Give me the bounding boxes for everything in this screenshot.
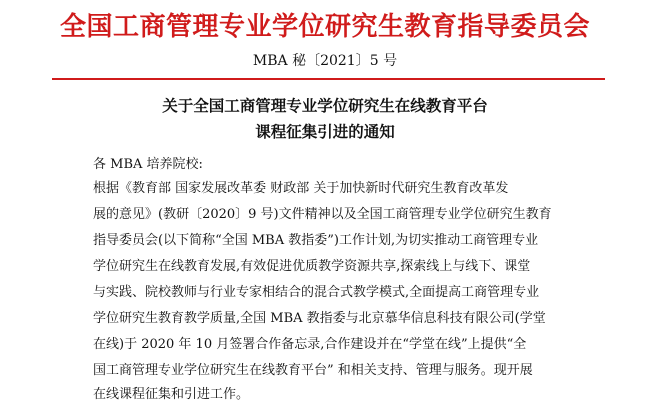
body-line: 学位研究生教育教学质量,全国 MBA 教指委与北京慕华信息科技有限公司(学堂	[93, 311, 546, 326]
red-header-rule	[52, 78, 605, 80]
body-line: 在线课程征集和引进工作。	[93, 387, 250, 402]
body-line: 在线)于 2020 年 10 月签署合作备忘录,合作建设并在“学堂在线”上提供“全	[93, 337, 527, 352]
document-number: MBA 秘〔2021〕5 号	[252, 53, 398, 69]
body-line: 根据《教育部 国家发展改革委 财政部 关于加快新时代研究生教育改革发	[93, 181, 509, 196]
body-line: 国工商管理专业学位研究生在线教育平台” 和相关支持、管理与服务。现开展	[93, 363, 533, 378]
notice-title-line-1: 关于全国工商管理专业学位研究生在线教育平台	[162, 97, 488, 115]
body-line: 指导委员会(以下简称“全国 MBA 教指委”)工作计划,为切实推动工商管理专业	[93, 233, 539, 248]
organization-title: 全国工商管理专业学位研究生教育指导委员会	[59, 12, 590, 42]
body-line: 学位研究生在线教育发展,有效促进优质教学资源共享,探索线上与线下、课堂	[93, 259, 531, 274]
notice-title-line-2: 课程征集引进的通知	[255, 123, 395, 141]
body-line: 展的意见》(教研〔2020〕9 号)文件精神以及全国工商管理专业学位研究生教育	[93, 207, 552, 222]
body-line: 与实践、院校教师与行业专家相结合的混合式教学模式,全面提高工商管理专业	[93, 285, 540, 300]
salutation: 各 MBA 培养院校:	[93, 157, 203, 172]
